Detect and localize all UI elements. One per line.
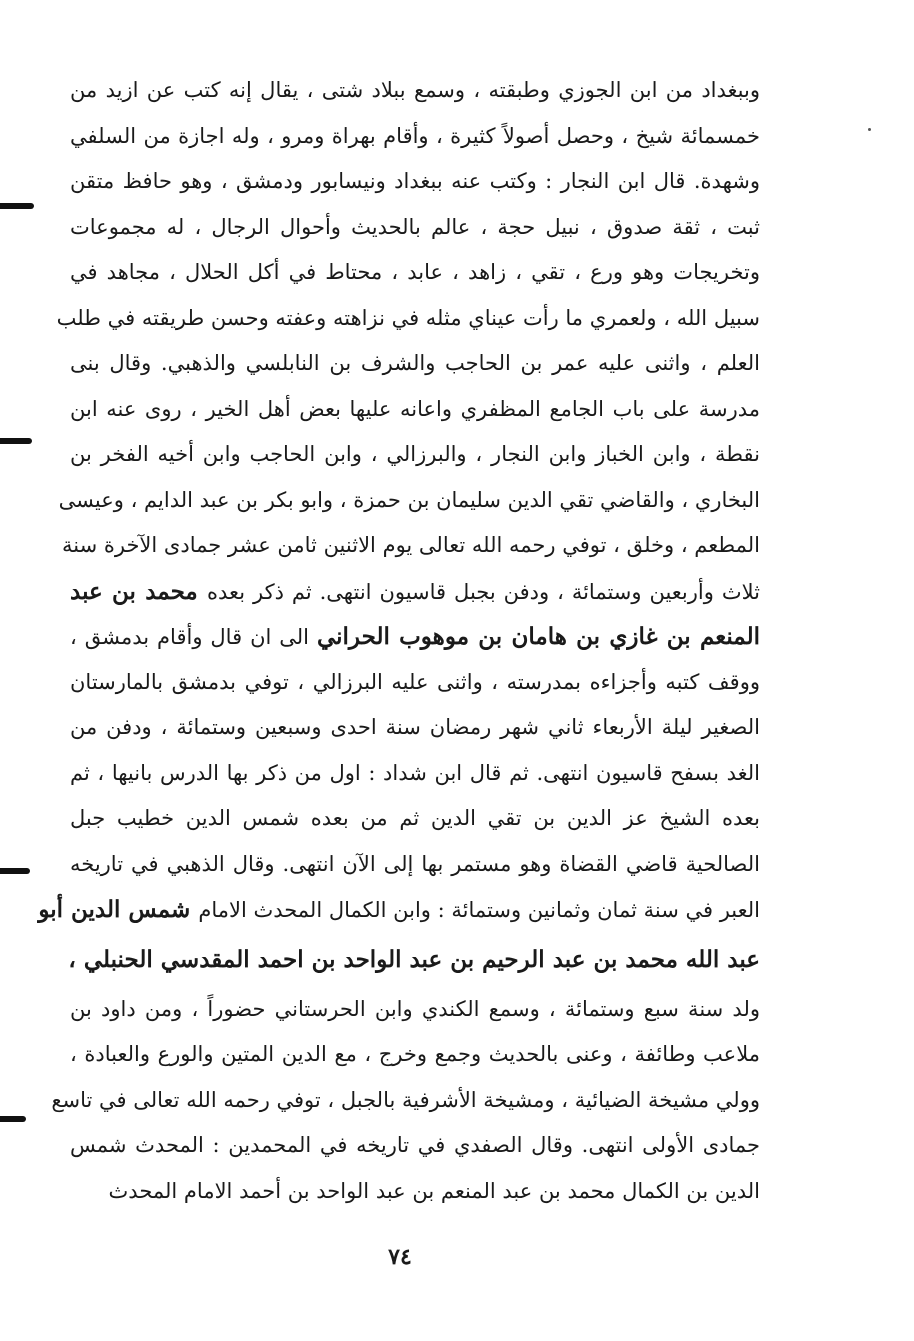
text-line [70,114,760,160]
text-line [70,614,760,660]
line-text: ملاعب وطائفة ، وعنى بالحديث وجمع وخرج ، مع الدين المتين والورع والعبادة ، [70,1042,760,1066]
text-line [70,1169,760,1215]
bold-name: محمد بن عبد [70,577,208,605]
margin-dot [868,128,871,131]
line-text: الغد بسفح قاسيون انتهى. ثم قال ابن شداد : اول من ذكر بها الدرس بانيها ، ثم [70,760,760,785]
line-text: جمادى الأولى انتهى. وقال الصفدي في تاريخه في المحمدين : المحدث شمس [70,1133,760,1157]
line-text: وببغداد من ابن الجوزي وطبقته ، وسمع ببلاد شتى ، يقال إنه كتب عن ازيد من [70,78,760,102]
line-text: الدين بن الكمال محمد بن عبد المنعم بن عبد الواحد بن أحمد الامام المحدث [108,1178,760,1203]
text-line [70,569,760,615]
line-text: بعده الشيخ عز الدين بن تقي الدين ثم من بعده شمس الدين خطيب جبل [70,806,760,830]
text-line [58,478,760,524]
text-line [56,296,760,342]
line-text: ثبت ، ثقة صدوق ، نبيل حجة ، عالم بالحديث وأحوال الرجال ، له مجموعات [70,214,760,239]
line-text: ولد سنة سبع وستمائة ، وسمع الكندي وابن الحرستاني حضوراً ، ومن داود بن [70,996,760,1021]
text-line [70,933,760,987]
line-text: الى ان قال وأقام بدمشق ، [70,625,317,649]
line-text: سبيل الله ، ولعمري ما رأت عيناي مثله في نزاهته وعفته وحسن طريقته في طلب [56,305,760,330]
text-line [70,987,760,1033]
line-text: وشهدة. قال ابن النجار : وكتب عنه ببغداد ونيسابور ودمشق ، وهو حافظ متقن [70,169,760,193]
text-line [70,1123,760,1169]
line-text: نقطة ، وابن الخباز وابن النجار ، والبرزالي ، وابن الحاجب وابن أخيه الفخر بن [70,442,760,466]
bold-name: شمس الدين أبو [38,896,199,923]
text-line [70,842,760,888]
margin-ink-mark [0,438,32,444]
line-text: البخاري ، والقاضي تقي الدين سليمان بن حمزة ، وابو بكر بن عبد الدايم ، وعيسى [58,487,760,512]
text-line [70,387,760,433]
text-line [70,250,760,296]
margin-ink-mark [0,203,34,209]
text-line [70,432,760,478]
text-line [70,159,760,205]
line-text: المطعم ، وخلق ، توفي رحمه الله تعالى يوم الاثنين ثامن عشر جمادى الآخرة سنة [61,533,760,557]
text-line [51,1078,760,1124]
text-line [61,523,760,569]
text-line [70,1032,760,1078]
line-text: مدرسة على باب الجامع المظفري واعانه عليها بعض أهل الخير ، روى عنه ابن [70,396,760,421]
line-text: الصغير ليلة الأربعاء ثاني شهر رمضان سنة احدى وسبعين وستمائة ، ودفن من [70,715,760,739]
line-text: ووقف كتبه وأجزاءه بمدرسته ، واثنى عليه البرزالي ، توفي بدمشق بالمارستان [70,669,760,694]
page-number: ٧٤ [388,1244,412,1270]
text-line [70,205,760,251]
text-line [70,660,760,706]
text-line [70,341,760,387]
margin-ink-mark [0,868,30,874]
line-text: الصالحية قاضي القضاة وهو مستمر بها إلى الآن انتهى. وقال الذهبي في تاريخه [70,851,760,876]
text-line [70,705,760,751]
margin-ink-mark [0,1116,26,1122]
line-text: وتخريجات وهو ورع ، تقي ، زاهد ، عابد ، محتاط في أكل الحلال ، مجاهد في [70,260,760,284]
line-text: العبر في سنة ثمان وثمانين وستمائة : وابن الكمال المحدث الامام [198,898,760,922]
line-text: العلم ، واثنى عليه عمر بن الحاجب والشرف بن النابلسي والذهبي. وقال بنى [70,351,760,375]
text-line [38,887,760,933]
text-line [70,751,760,797]
text-line [70,68,760,114]
text-line [70,796,760,842]
bold-name: عبد الله محمد بن عبد الرحيم بن عبد الواحد بن احمد المقدسي الحنبلي ، [68,945,760,973]
line-text: خمسمائة شيخ ، وحصل أصولاً كثيرة ، وأقام بهراة ومرو ، وله اجازة من السلفي [70,123,760,148]
line-text: وولي مشيخة الضيائية ، ومشيخة الأشرفية بالجبل ، توفي رحمه الله تعالى في تاسع [51,1087,760,1112]
bold-name: المنعم بن غازي بن هامان بن موهوب الحراني [316,623,760,650]
line-text: ثلاث وأربعين وستمائة ، ودفن بجبل قاسيون انتهى. ثم ذكر بعده [207,579,760,604]
body-text [38,68,760,1214]
